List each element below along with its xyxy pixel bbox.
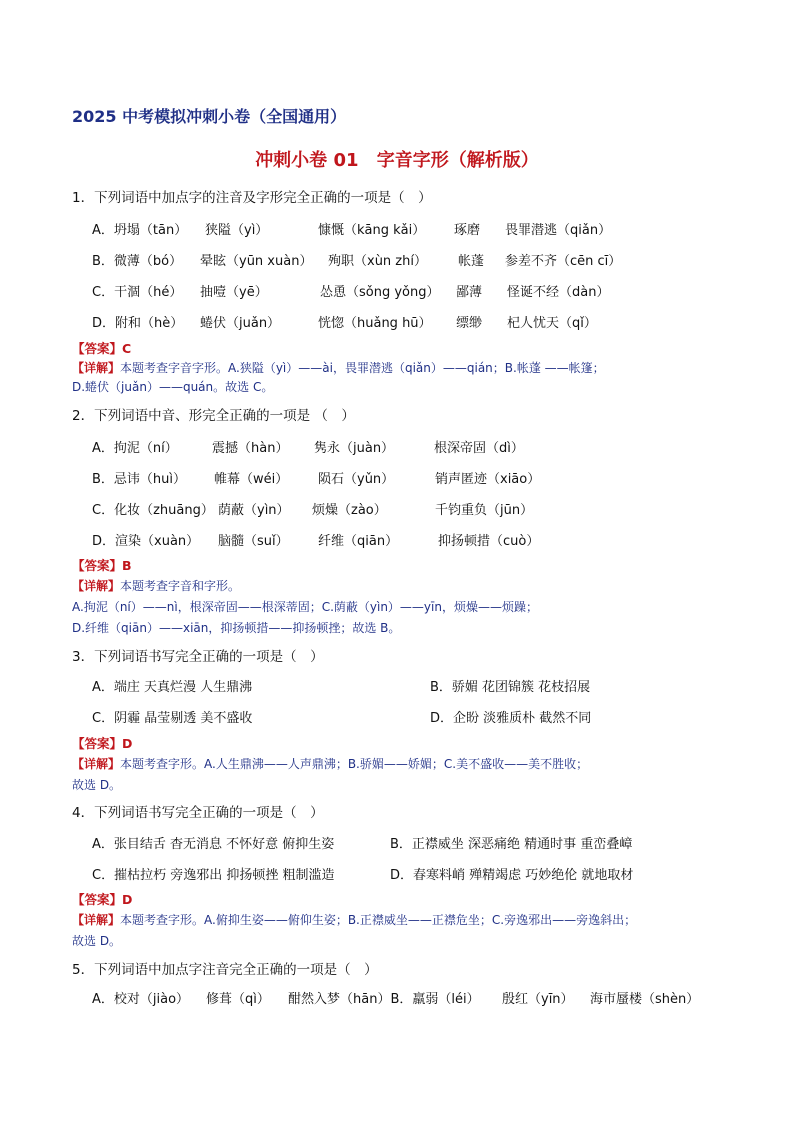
question-3-detail-line-2: 故选 D。 <box>72 778 122 792</box>
option-cell: 怪诞不经（dàn） <box>507 285 610 300</box>
question-3-option-b: B．骄媚 花团锦簇 花枝招展 <box>430 680 591 695</box>
option-cell: 修葺（qì） <box>206 992 270 1007</box>
option-cell: B．微薄（bó） <box>92 254 183 269</box>
question-4-option-d: D．春寒料峭 殚精竭虑 巧妙绝伦 就地取材 <box>390 868 634 883</box>
detail-label: 【详解】 <box>72 361 121 375</box>
answer-value: D <box>122 892 133 907</box>
option-cell: 海市蜃楼（shèn） <box>590 992 700 1007</box>
detail-text: 本题考查字音字形。A.狭隘（yì）——ài，畏罪潜逃（qiǎn）——qián；B.帐蓬 ——帐篷； <box>120 361 605 375</box>
option-cell: 恍惚（huǎng hū） <box>318 316 432 331</box>
answer-label: 【答案】 <box>72 558 123 573</box>
question-2-stem: 2．下列词语中音、形完全正确的一项是 （ ） <box>72 408 355 424</box>
question-5-stem: 5．下列词语中加点字注音完全正确的一项是（ ） <box>72 962 378 978</box>
question-1-detail-line-2: D.蜷伏（juǎn）——quán。故选 C。 <box>72 380 274 394</box>
option-cell: 帷幕（wéi） <box>214 472 289 487</box>
option-cell: 根深帝固（dì） <box>434 441 524 456</box>
option-cell: D．附和（hè） <box>92 316 184 331</box>
question-4-option-b: B．正襟威坐 深恶痛绝 精通时事 重峦叠嶂 <box>390 837 633 852</box>
option-cell: 荫蔽（yìn） <box>218 503 290 518</box>
question-1-stem: 1．下列词语中加点字的注音及字形完全正确的一项是（ ） <box>72 190 432 206</box>
question-3-option-c: C．阴霾 晶莹剔透 美不盛收 <box>92 711 253 726</box>
option-cell: 隽永（juàn） <box>314 441 395 456</box>
detail-text: 本题考查字音和字形。 <box>120 579 241 593</box>
option-cell: 蜷伏（juǎn） <box>200 316 281 331</box>
question-3-option-a: A．端庄 天真烂漫 人生鼎沸 <box>92 680 253 695</box>
answer-value: D <box>122 736 133 751</box>
answer-label: 【答案】 <box>72 736 123 751</box>
exam-header: 2025 中考模拟冲刺小卷（全国通用） <box>72 107 347 126</box>
option-cell: 殷红（yīn） <box>502 992 574 1007</box>
paper-title-number: 冲刺小卷 01 <box>255 150 359 171</box>
option-cell: 杞人忧天（qǐ） <box>507 316 597 331</box>
option-cell: A．坍塌（tān） <box>92 223 188 238</box>
option-cell: 殉职（xùn zhí） <box>328 254 427 269</box>
option-cell: 陨石（yǔn） <box>318 472 395 487</box>
answer-value: C <box>122 341 132 356</box>
option-cell: C．化妆（zhuāng） <box>92 503 214 518</box>
detail-label: 【详解】 <box>72 579 121 593</box>
option-cell: 千钧重负（jūn） <box>435 503 534 518</box>
question-4-answer <box>72 890 132 908</box>
question-1-detail <box>72 359 605 376</box>
option-cell: 纤维（qiān） <box>318 534 399 549</box>
option-cell: 酣然入梦（hān）B．羸弱（léi） <box>288 992 480 1007</box>
option-cell: A．校对（jiào） <box>92 992 190 1007</box>
question-2-detail <box>72 577 240 594</box>
option-cell: A．拘泥（ní） <box>92 441 178 456</box>
option-cell: 抑扬顿措（cuò） <box>438 534 540 549</box>
question-4-option-a: A．张目结舌 杳无消息 不怀好意 俯抑生姿 <box>92 837 335 852</box>
question-3-answer <box>72 734 132 752</box>
question-2-answer <box>72 556 132 574</box>
option-cell: 狭隘（yì） <box>205 223 269 238</box>
question-3-detail <box>72 755 588 772</box>
paper-title-topic: 字音字形（解析版） <box>376 150 539 171</box>
answer-label: 【答案】 <box>72 341 123 356</box>
option-cell: 帐蓬 <box>458 254 485 269</box>
question-4-stem: 4．下列词语书写完全正确的一项是（ ） <box>72 805 324 821</box>
question-3-option-d: D．企盼 淡雅质朴 截然不同 <box>430 711 592 726</box>
option-cell: 销声匿迹（xiāo） <box>435 472 541 487</box>
detail-text: 本题考查字形。A.俯抑生姿——俯仰生姿；B.正襟威坐——正襟危坐；C.旁逸邪出——旁逸斜出； <box>120 913 637 927</box>
option-cell: 参差不齐（cēn cī） <box>505 254 622 269</box>
detail-label: 【详解】 <box>72 757 121 771</box>
option-cell: 鄙薄 <box>456 285 483 300</box>
option-cell: D．渲染（xuàn） <box>92 534 200 549</box>
option-cell: 脑髓（suǐ） <box>218 534 289 549</box>
option-cell: 烦燥（zào） <box>312 503 387 518</box>
answer-label: 【答案】 <box>72 892 123 907</box>
detail-label: 【详解】 <box>72 913 121 927</box>
question-2-detail-line-2: A.拘泥（ní）——nì，根深帝固——根深蒂固；C.荫蔽（yìn）——yīn，烦燥——烦躁； <box>72 600 538 614</box>
question-4-detail-line-2: 故选 D。 <box>72 934 122 948</box>
option-cell: B．忌讳（huì） <box>92 472 187 487</box>
option-cell: 抽噎（yē） <box>200 285 268 300</box>
question-4-detail <box>72 911 636 928</box>
option-cell: C．干涸（hé） <box>92 285 183 300</box>
question-1-answer <box>72 339 131 357</box>
paper-title <box>0 146 794 172</box>
question-3-stem: 3．下列词语书写完全正确的一项是（ ） <box>72 649 324 665</box>
option-cell: 琢磨 <box>454 223 481 238</box>
option-cell: 怂恿（sǒng yǒng） <box>320 285 440 300</box>
answer-value: B <box>122 558 132 573</box>
question-4-option-c: C．摧枯拉朽 旁逸邪出 抑扬顿挫 粗制滥造 <box>92 868 335 883</box>
option-cell: 畏罪潜逃（qiǎn） <box>505 223 612 238</box>
option-cell: 震撼（hàn） <box>212 441 289 456</box>
option-cell: 缥缈 <box>456 316 483 331</box>
option-cell: 晕眩（yūn xuàn） <box>200 254 313 269</box>
question-2-detail-line-3: D.纤维（qiān）——xiān，抑扬顿措——抑扬顿挫；故选 B。 <box>72 621 401 635</box>
detail-text: 本题考查字形。A.人生鼎沸——人声鼎沸；B.骄媚——娇媚；C.美不盛收——美不胜收； <box>120 757 589 771</box>
option-cell: 慷慨（kāng kǎi） <box>318 223 426 238</box>
